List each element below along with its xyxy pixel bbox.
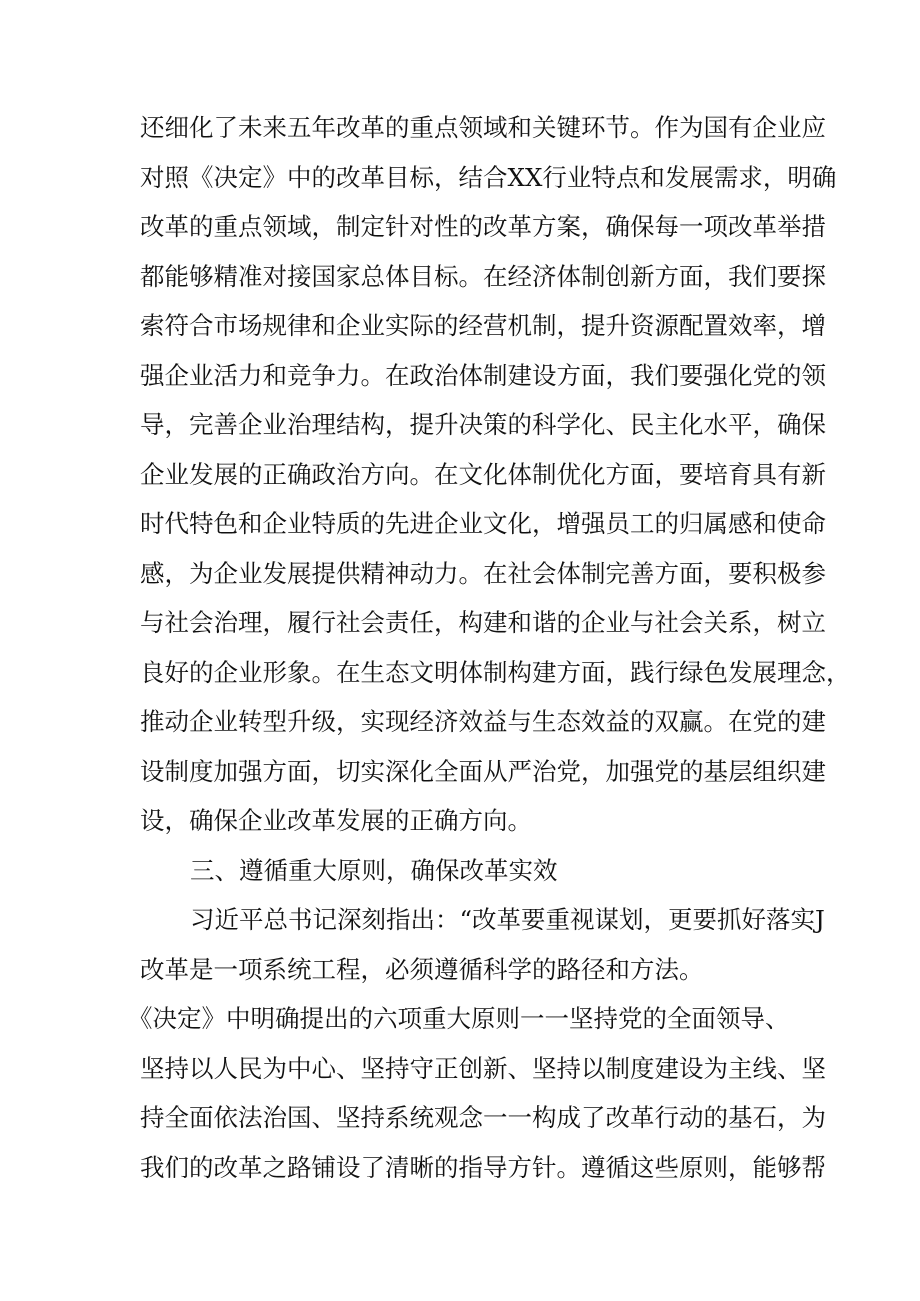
body-line-11: 与社会治理，履行社会责任，构建和谐的企业与社会关系，树立	[140, 608, 826, 637]
body-line-5: 索符合市场规律和企业实际的经营机制，提升资源配置效率，增	[140, 311, 826, 340]
body-line-10: 感，为企业发展提供精神动力。在社会体制完善方面，要积极参	[140, 559, 826, 588]
body-line-22: 我们的改革之路铺设了清晰的指导方针。遵循这些原则，能够帮	[140, 1153, 826, 1182]
body-line-7: 导，完善企业治理结构，提升决策的科学化、民主化水平，确保	[140, 410, 826, 439]
body-line-2: 对照《决定》中的改革目标，结合XX行业特点和发展需求，明确	[140, 163, 837, 192]
body-line-21: 持全面依法治国、坚持系统观念一一构成了改革行动的基石，为	[140, 1103, 826, 1132]
body-line-19: 《决定》中明确提出的六项重大原则一一坚持党的全面领导、	[128, 1004, 790, 1033]
body-line-17: 习近平总书记深刻指出：“改革要重视谋划，更要抓好落实J	[190, 905, 825, 934]
body-line-1: 还细化了未来五年改革的重点领域和关键环节。作为国有企业应	[140, 113, 826, 142]
body-line-9: 时代特色和企业特质的先进企业文化，增强员工的归属感和使命	[140, 509, 826, 538]
body-line-14: 设制度加强方面，切实深化全面从严治党，加强党的基层组织建	[140, 757, 826, 786]
body-line-4: 都能够精准对接国家总体目标。在经济体制创新方面，我们要探	[140, 262, 826, 291]
body-line-6: 强企业活力和竞争力。在政治体制建设方面，我们要强化党的领	[140, 361, 826, 390]
body-line-3: 改革的重点领域，制定针对性的改革方案，确保每一项改革举措	[140, 212, 826, 241]
body-line-8: 企业发展的正确政治方向。在文化体制优化方面，要培育具有新	[140, 460, 826, 489]
body-line-13: 推动企业转型升级，实现经济效益与生态效益的双赢。在党的建	[140, 707, 826, 736]
body-line-12: 良好的企业形象。在生态文明体制构建方面，践行绿色发展理念，	[140, 658, 851, 687]
body-line-20: 坚持以人民为中心、坚持守正创新、坚持以制度建设为主线、坚	[140, 1054, 826, 1083]
body-line-18: 改革是一项系统工程，必须遵循科学的路径和方法。	[140, 955, 704, 984]
section-heading: 三、遵循重大原则，确保改革实效	[190, 856, 558, 885]
body-line-15: 设，确保企业改革发展的正确方向。	[140, 806, 532, 835]
